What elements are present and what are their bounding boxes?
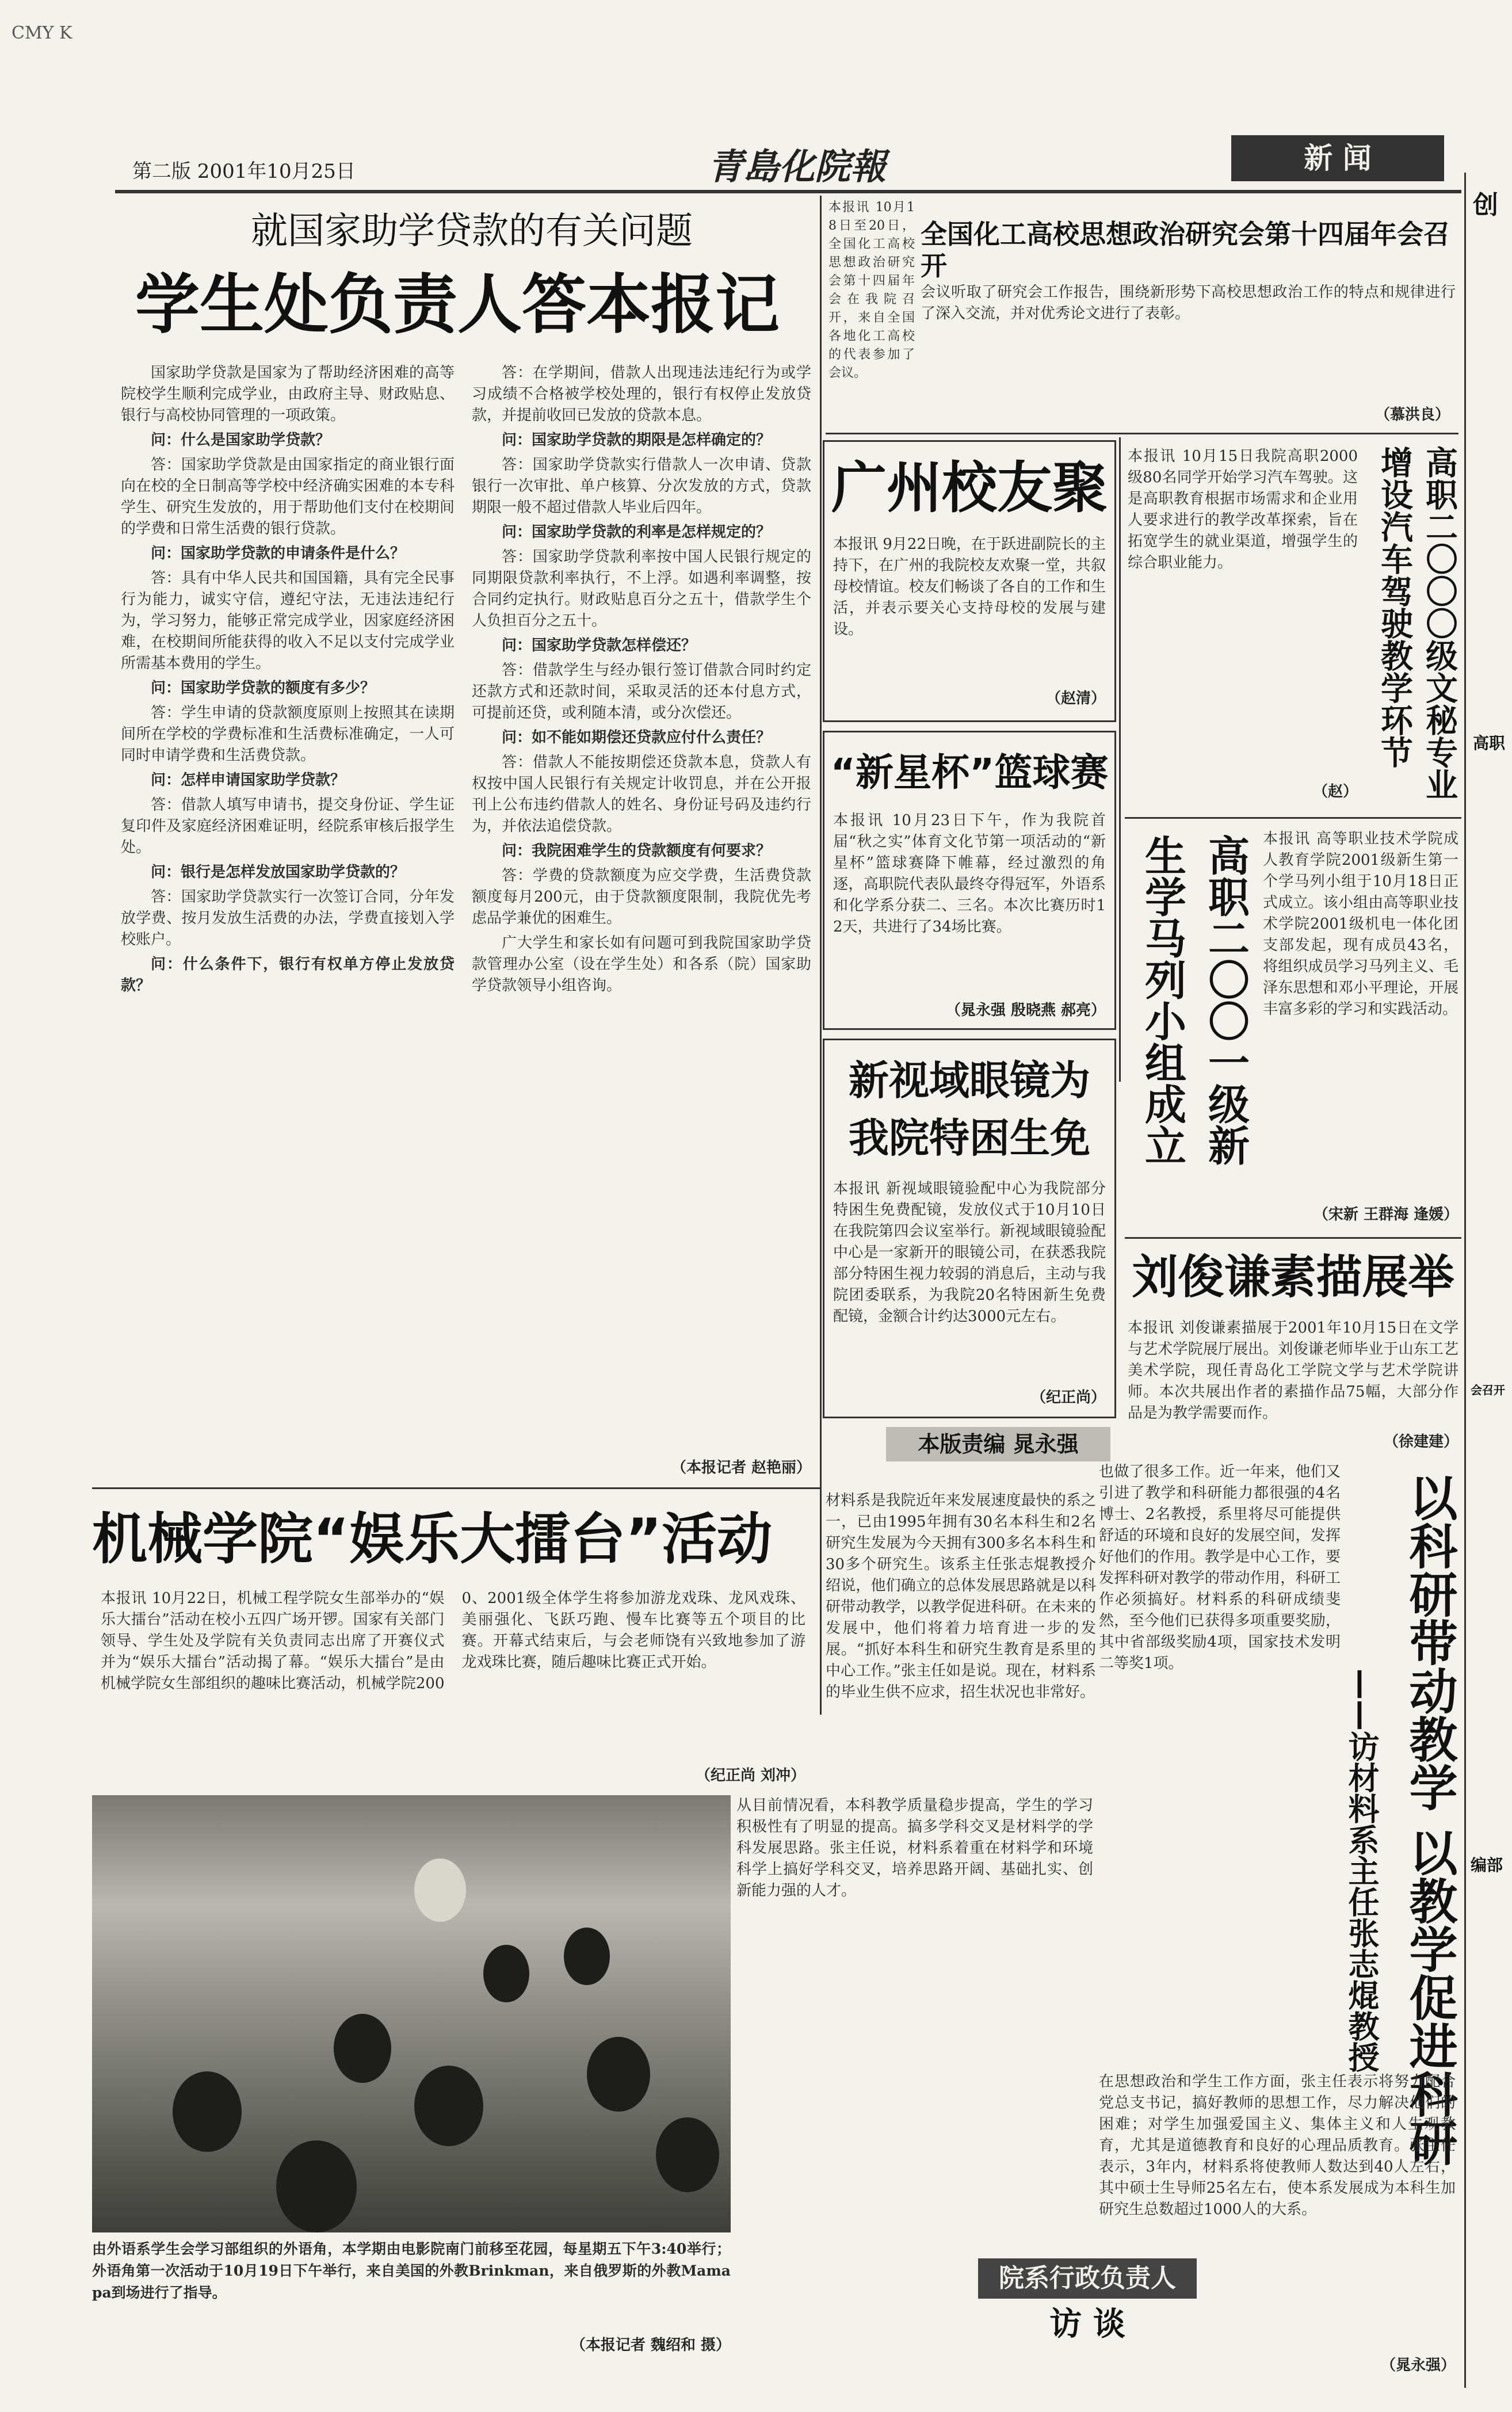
interview-subheadline: ——访材料系主任张志焜教授 xyxy=(1343,1669,1380,2073)
secretary-text: 本报讯 10月15日我院高职2000级80名同学开始学习汽车驾驶。这是高职教育根据市场需求和企业用人要求进行的教学改革探索，旨在拓宽学生的就业渠道，增强学生的综合职业能力。 xyxy=(1128,448,1358,571)
sketch-headline: 刘俊谦素描展举 xyxy=(1132,1250,1454,1304)
lead-c2-q3: 问：国家助学贷款怎样偿还？ xyxy=(502,637,697,654)
basketball-box xyxy=(823,731,1116,1030)
photo-figure xyxy=(173,2071,242,2152)
lead-c2-a0: 答：在学期间，借款人出现违法违纪行为或学习成绩不合格被学校处理的，银行有权停止发放贷款，并提前收回已发放的贷款本息。 xyxy=(472,364,811,424)
study-group-box xyxy=(1125,823,1461,1237)
lead-c1-a3: 答：学生申请的贷款额度原则上按照其在读期间所在学校的学费标准和生活费标准确定，一人可同时申请学费和生活费贷款。 xyxy=(121,704,455,764)
secretary-headline: 高职二〇〇〇级文秘专业增设汽车驾驶教学环节 xyxy=(1376,446,1458,800)
edge-rule xyxy=(1464,173,1466,2388)
lead-c2-a3: 答：借款学生与经办银行签订借款合同时约定还款方式和还款时间，采取灵活的还本付息方式，可提前还贷，或利随本清，或分次偿还。 xyxy=(472,662,811,722)
conference-rule xyxy=(826,433,1458,434)
lead-headline: 学生处负责人答本报记 xyxy=(135,268,780,342)
photo-caption: 由外语系学生会学习部组织的外语角，本学期由电影院南门前移至花园，每星期五下午3:40举行；外语角第一次活动于10月19日下午举行，来自美国的外教Brinkman，来自俄罗斯的外教Mamapa到场进行了指导。 xyxy=(92,2241,731,2301)
lead-c2-q4: 问：如不能如期偿还贷款应付什么责任？ xyxy=(502,729,772,746)
interview-tag: 院系行政负责人 xyxy=(978,2258,1197,2299)
guangzhou-body: 本报讯 9月22日晚，在于跃进副院长的主持下，在广州的我院校友欢聚一堂，共叙母校情谊。校友们畅谈了各自的工作和生活，并表示要关心支持母校的发展与建设。 xyxy=(833,536,1106,638)
lead-c2-a4: 答：借款人不能按期偿还贷款本息，贷款人有权按中国人民银行有关规定计收罚息，并在公开报刊上公布违约借款人的姓名、身份证号码及违约行为，并依法追偿贷款。 xyxy=(472,754,811,835)
lead-c1-q3: 问：国家助学贷款的额度有多少？ xyxy=(151,680,376,697)
entertainment-headline: 机械学院“娱乐大擂台”活动 xyxy=(92,1507,773,1571)
lead-c1-q6: 问：什么条件下，银行有权单方停止发放贷款？ xyxy=(121,956,455,994)
photo-figure xyxy=(483,1945,529,2002)
lead-col-1 xyxy=(121,362,455,1490)
photo-figure xyxy=(276,2140,357,2232)
lead-c1-q2: 问：国家助学贷款的申请条件是什么？ xyxy=(151,545,406,562)
sketch-byline: （徐建建） xyxy=(1383,1433,1458,1451)
lead-c1-a1: 答：国家助学贷款是由国家指定的商业银行面向在校的全日制高等学校中经济确实困难的本专科学生、研究生发放的，用于帮助他们支付在校期间的学费和日常生活费的银行贷款。 xyxy=(121,456,455,537)
lead-c2-a1: 答：国家助学贷款实行借款人一次申请、贷款银行一次审批、单户核算、分次发放的方式，贷款期限一般不超过借款人毕业后四年。 xyxy=(472,456,811,516)
lead-c2-a2: 答：国家助学贷款利率按中国人民银行规定的同期限贷款利率执行，不上浮。如遇利率调整，按合同约定执行。财政贴息百分之五十，借款学生个人负担百分之五十。 xyxy=(472,548,811,629)
col-rule-2 xyxy=(1119,437,1121,1082)
basketball-byline: （晁永强 殷晓燕 郝亮） xyxy=(945,1002,1106,1019)
sketch-body: 本报讯 刘俊谦素描展于2001年10月15日在文学与艺术学院展厅展出。刘俊谦老师毕业于山东工艺美术学院，现任青岛化工学院文学与艺术学院讲师。本次共展出作者的素描作品75幅，大部分作品是为教学需要而作。 xyxy=(1128,1319,1458,1422)
conference-body: 会议听取了研究会工作报告，围绕新形势下高校思想政治工作的特点和规律进行了深入交流，并对优秀论文进行了表彰。 xyxy=(921,284,1456,322)
interview-headline: 以科研带动教学 以教学促进科研 xyxy=(1402,1473,1458,2167)
study-group-byline: （宋新 王群海 逢媛） xyxy=(1313,1206,1458,1223)
vision-body: 本报讯 新视域眼镜验配中心为我院部分特困生免费配镜，发放仪式于10月10日在我院第四会议室举行。新视域眼镜验配中心是一家新开的眼镜公司，在获悉我院部分特困生视力较弱的消息后，主动与我院团委联系，为我院20名特困新生免费配镜，金额合计约达3000元左右。 xyxy=(833,1180,1106,1325)
lead-c1-a2: 答：具有中华人民共和国国籍，具有完全民事行为能力，诚实守信，遵纪守法，无违法违纪行为，学习努力，能够正常完成学业，因家庭经济困难，在校期间所能获得的收入不足以支付完成学业所需基本费用的学生。 xyxy=(121,570,455,672)
interview-tag-sub: 访 谈 xyxy=(1049,2306,1125,2343)
study-group-rule xyxy=(1125,1237,1461,1239)
masthead-rule xyxy=(115,190,1461,193)
conference-byline: （慕洪良） xyxy=(1374,406,1450,423)
bottom-rule xyxy=(92,1487,820,1489)
section-label: 新 闻 xyxy=(1231,135,1444,181)
lead-col-2 xyxy=(472,362,811,1444)
study-group-body: 本报讯 高等职业技术学院成人教育学院2001级新生第一个学马列小组于10月18日正式成立。该小组由高等职业技术学院2001级机电一体化团支部发起，现有成员43名，将组织成员学习马列主义、毛泽东思想和邓小平理论，开展丰富多彩的学习和实践活动。 xyxy=(1263,830,1458,1018)
photo-figure xyxy=(414,2066,483,2146)
edge-fragment: 创 xyxy=(1473,190,1498,219)
interview-col-c: 在思想政治和学生工作方面，张主任表示将努力配合党总支书记，搞好教师的思想工作，尽力解决他们的困难；对学生加强爱国主义、集体主义和人生观教育，尤其是道德教育和良好的心理品质教育。张主任表示，3年内，材料系将使教师人数达到40人左右，其中硕士生导师25名左右，使本系发展成为本科生加研究生总数超过1000人的大系。 xyxy=(1099,2073,1456,2218)
lead-c1-q4: 问：怎样申请国家助学贷款？ xyxy=(151,772,346,789)
lead-c1-a4: 答：借款人填写申请书，提交身份证、学生证复印件及家庭经济困难证明，经院系审核后报学生处。 xyxy=(121,796,455,856)
edge-fragment: 编部 xyxy=(1471,1856,1503,1875)
basketball-body: 本报讯 10月23日下午，作为我院首届“秋之实”体育文化节第一项活动的“新星杯”篮球赛降下帷幕，经过激烈的角逐，高职院代表队最终夺得冠军，外语系和化学系分获二、三名。本次比赛历时12天，共进行了34场比赛。 xyxy=(833,812,1106,936)
photo-figure xyxy=(414,1858,466,1922)
edge-fragment: 高职 xyxy=(1473,734,1506,753)
guangzhou-headline: 广州校友聚 xyxy=(831,456,1108,520)
photo-figure xyxy=(334,2014,391,2083)
photo-figure xyxy=(564,1928,610,1985)
lead-c1-q1: 问：什么是国家助学贷款？ xyxy=(151,432,331,449)
lead-c2-a5: 答：学费的贷款额度为应交学费，生活费贷款额度每月200元，由于贷款额度限制，我院优先考虑品学兼优的困难生。 xyxy=(472,867,811,927)
lead-byline: （本报记者 赵艳丽） xyxy=(671,1459,811,1476)
photo-credit: （本报记者 魏绍和 摄） xyxy=(570,2337,731,2354)
edition-date: 第二版 2001年10月25日 xyxy=(132,160,356,183)
guangzhou-box xyxy=(823,440,1116,722)
vision-headline: 新视域眼镜为我院特困生免 xyxy=(849,1057,1090,1162)
conference-intro: 本报讯 10月18日至20日，全国化工高校思想政治研究会第十四届年会在我院召开，来自全国各地化工高校的代表参加了会议。 xyxy=(828,200,915,380)
col-rule-1 xyxy=(820,196,822,1715)
guangzhou-byline: （赵清） xyxy=(1045,690,1106,707)
outdoor-photo xyxy=(92,1795,731,2232)
interview-col-d: 从目前情况看，本科教学质量稳步提高，学生的学习积极性有了明显的提高。搞多学科交叉是材料学的学科发展思路。张主任说，材料系着重在材料学和环境科学上搞好学科交叉，培养思路开阔、基础扎实、创新能力强的人才。 xyxy=(736,1797,1093,1899)
vision-byline: （纪正尚） xyxy=(1030,1389,1106,1406)
secretary-rule xyxy=(1125,817,1461,819)
edge-fragment: 会召开 xyxy=(1471,1383,1505,1397)
lead-kicker: 就国家助学贷款的有关问题 xyxy=(251,210,693,253)
interview-col-a: 材料系是我院近年来发展速度最快的系之一，已由1995年拥有30名本科生和2名研究生发展为今天拥有300多名本科生和30多个研究生。该系主任张志焜教授介绍说，他们确立的总体发展思路就是以科研带动教学，以教学促进科研。在未来的发展中，他们将着力培育进一步的发展。“抓好本科生和研究生教育是系里的中心工作。”张主任如是说。现在，材料系的毕业生供不应求，招生状况也非常好。 xyxy=(826,1492,1096,1701)
lead-c1-q5: 问：银行是怎样发放国家助学贷款的？ xyxy=(151,864,406,881)
secretary-box xyxy=(1125,440,1461,814)
lead-c2-q1: 问：国家助学贷款的期限是怎样确定的？ xyxy=(502,432,772,449)
interview-col-b: 也做了很多工作。近一年来，他们又引进了教学和科研能力都很强的4名博士、2名教授，系里将尽可能提供舒适的环境和良好的发展空间，发挥好他们的作用。教学是中心工作，要发挥科研对教学的带动作用，科研工作必须搞好。材料系的科研成绩斐然，至今他们已获得多项重要奖励，其中省部级奖励4项，国家技术发明二等奖1项。 xyxy=(1099,1463,1341,1672)
lead-c1-p0: 国家助学贷款是国家为了帮助经济困难的高等院校学生顺利完成学业，由政府主导、财政贴息、银行与高校协同管理的一项政策。 xyxy=(121,364,455,424)
study-group-headline: 高职二〇〇一级新生学马列小组成立 xyxy=(1138,834,1250,1166)
entertainment-body: 本报讯 10月22日，机械工程学院女生部举办的“娱乐大擂台”活动在校小五四广场开锣。国家有关部门领导、学生处及学院有关负责同志出席了开赛仪式并为“娱乐大擂台”活动揭了幕。“娱乐大擂台”是由机械学院女生部组织的趣味比赛活动，机械学院2000、2001级全体学生将参加游龙戏珠、龙风戏珠、美丽强化、飞跃巧跑、慢车比赛等五个项目的比赛。开幕式结束后，与会老师饶有兴致地参加了游龙戏珠比赛，随后趣味比赛正式开始。 xyxy=(101,1590,805,1692)
secretary-byline: （赵） xyxy=(1312,783,1358,800)
lead-c2-q2: 问：国家助学贷款的利率是怎样规定的？ xyxy=(502,524,772,541)
photo-figure xyxy=(656,2117,719,2192)
interview-byline: （晁永强） xyxy=(1380,2357,1456,2374)
editor-credit: 本版责编 晁永强 xyxy=(886,1427,1110,1461)
lead-c2-q5: 问：我院困难学生的贷款额度有何要求？ xyxy=(502,842,772,860)
lead-c2-a6: 广大学生和家长如有问题可到我院国家助学贷款管理办公室（设在学生处）和各系（院）国家助学贷款领导小组咨询。 xyxy=(472,934,811,994)
conference-headline: 全国化工高校思想政治研究会第十四届年会召开 xyxy=(921,219,1450,281)
corner-mark: CMY K xyxy=(12,23,72,43)
lead-c1-a5: 答：国家助学贷款实行一次签订合同，分年发放学费、按月发放生活费的办法，学费直接划入学校账户。 xyxy=(121,888,455,948)
photo-figure xyxy=(587,2037,650,2112)
basketball-headline: “新星杯”篮球赛 xyxy=(830,750,1109,795)
vision-box xyxy=(823,1039,1116,1418)
entertainment-byline: （纪正尚 刘冲） xyxy=(695,1767,805,1784)
paper-name: 青島化院報 xyxy=(708,146,887,188)
